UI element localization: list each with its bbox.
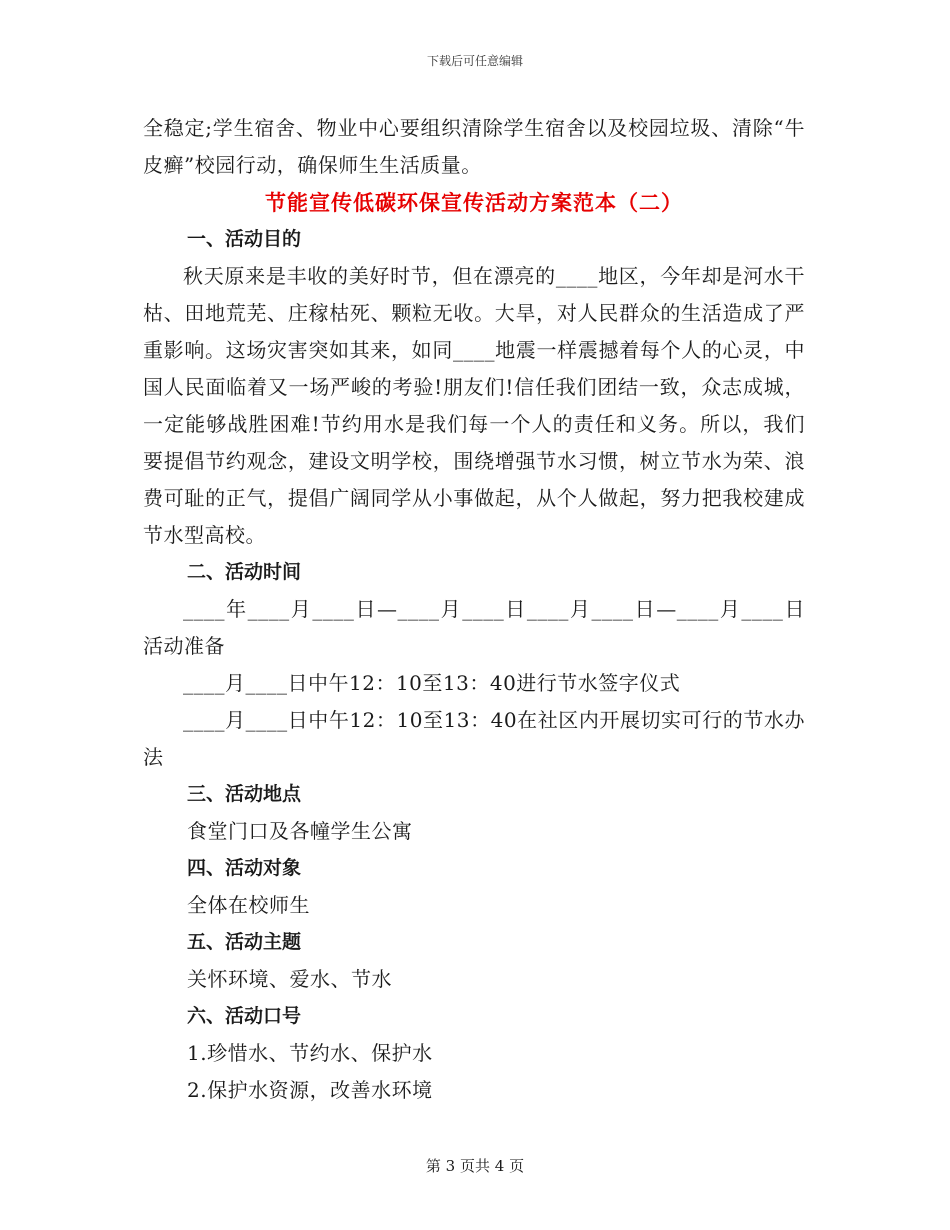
section-heading-slogan: 六、活动口号: [187, 1005, 302, 1027]
location-text: 食堂门口及各幢学生公寓: [187, 819, 413, 843]
time-line-signing: ____月____日中午12：10至13：40进行节水签字仪式: [183, 671, 681, 695]
theme-text: 关怀环境、爱水、节水: [187, 967, 392, 991]
section-heading-purpose: 一、活动目的: [187, 228, 302, 250]
document-title: 节能宣传低碳环保宣传活动方案范本（二）: [265, 190, 683, 215]
slogan-item: 2.保护水资源，改善水环境: [187, 1078, 433, 1102]
time-line-preparation: ____年____月____日—____月____日____月____日—____月____日活动准备: [143, 597, 805, 658]
audience-text: 全体在校师生: [187, 893, 310, 917]
continuation-paragraph: 全稳定;学生宿舍、物业中心要组织清除学生宿舍以及校园垃圾、清除“牛皮癣”校园行动，确保师生生活质量。: [143, 116, 805, 177]
section-heading-audience: 四、活动对象: [187, 857, 302, 879]
section-heading-time: 二、活动时间: [187, 561, 302, 583]
page-header: 下载后可任意编辑: [426, 54, 523, 68]
section-heading-location: 三、活动地点: [187, 783, 302, 805]
purpose-paragraph: 秋天原来是丰收的美好时节，但在漂亮的____地区，今年却是河水干枯、田地荒芜、庄稼枯死、颗粒无收。大旱，对人民群众的生活造成了严重影响。这场灾害突如其来，如同____地震一样震撼着每个人的心灵，中国人民面临着又一场严峻的考验!朋友们!信任我们团结一致，众志成城，一定能够战胜困难!节约用水是我们每一个人的责任和义务。所以，我们要提倡节约观念，建设文明学校，围绕增强节水习惯，树立节水为荣、浪费可耻的正气，提倡广阔同学从小事做起，从个人做起，努力把我校建成节水型高校。: [143, 264, 805, 547]
slogan-item: 1.珍惜水、节约水、保护水: [187, 1041, 433, 1065]
section-heading-theme: 五、活动主题: [187, 931, 302, 953]
document-body: [143, 110, 805, 1109]
time-line-community: ____月____日中午12：10至13：40在社区内开展切实可行的节水办法: [143, 708, 805, 769]
page-number: 第 3 页共 4 页: [425, 1157, 525, 1175]
